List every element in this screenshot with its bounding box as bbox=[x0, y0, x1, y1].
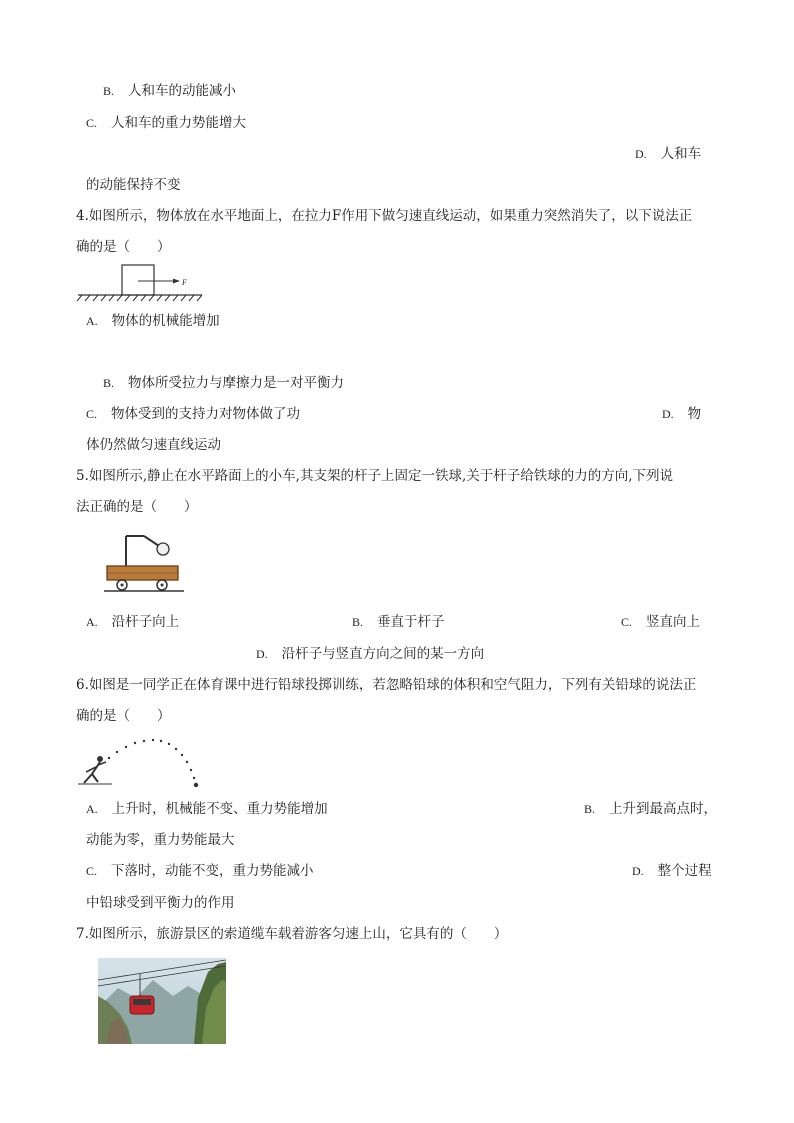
q3-option-b bbox=[103, 82, 236, 100]
shot-put-figure bbox=[76, 734, 206, 790]
option-label: B. bbox=[584, 802, 596, 816]
force-label: F bbox=[182, 278, 187, 287]
option-label: C. bbox=[621, 615, 633, 629]
option-text: 上升到最高点时， bbox=[609, 801, 718, 817]
q5-option-d bbox=[256, 645, 484, 663]
option-text: 整个过程 bbox=[657, 863, 712, 879]
q6-option-d bbox=[632, 862, 712, 880]
q5-stem-line2: 法正确的是（ ） bbox=[76, 499, 198, 515]
q4-option-d-continued: 体仍然做匀速直线运动 bbox=[86, 437, 221, 453]
option-text: 沿杆子向上 bbox=[111, 614, 180, 630]
option-label: B. bbox=[103, 376, 115, 390]
option-label: C. bbox=[86, 864, 98, 878]
option-text: 垂直于杆子 bbox=[377, 614, 445, 630]
q4-option-a bbox=[86, 312, 220, 330]
option-text: 上升时，机械能不变、重力势能增加 bbox=[111, 801, 328, 817]
cable-car-photo bbox=[98, 958, 226, 1044]
cart-with-iron-ball-figure bbox=[104, 530, 184, 594]
option-label: A. bbox=[86, 615, 98, 629]
option-text: 物体的机械能增加 bbox=[111, 313, 220, 329]
q4-option-b bbox=[103, 374, 344, 392]
option-label: A. bbox=[86, 314, 98, 328]
q3-option-d bbox=[635, 145, 701, 163]
q6-option-b-continued: 动能为零，重力势能最大 bbox=[86, 832, 235, 848]
q4-option-d bbox=[662, 405, 701, 423]
option-text: 沿杆子与竖直方向之间的某一方向 bbox=[281, 646, 485, 662]
option-text: 竖直向上 bbox=[646, 614, 701, 630]
q6-option-a bbox=[86, 800, 328, 818]
option-text: 人和车的动能减小 bbox=[128, 83, 237, 99]
option-text: 物体所受拉力与摩擦力是一对平衡力 bbox=[128, 375, 345, 391]
q5-option-a bbox=[86, 613, 179, 631]
q6-stem-line1: 6.如图是一同学正在体育课中进行铅球投掷训练，若忽略铅球的体积和空气阻力，下列有关铅球的说法正 bbox=[76, 677, 697, 693]
q6-option-c bbox=[86, 862, 314, 880]
option-label: D. bbox=[256, 647, 268, 661]
option-label: C. bbox=[86, 407, 98, 421]
option-label: B. bbox=[352, 615, 364, 629]
q3-option-c bbox=[86, 114, 246, 132]
q3-option-d-continued: 的动能保持不变 bbox=[86, 177, 181, 193]
option-text: 下落时，动能不变，重力势能减小 bbox=[111, 863, 314, 879]
q4-stem-line1: 4.如图所示，物体放在水平地面上，在拉力F作用下做匀速直线运动，如果重力突然消失了，以下说法正 bbox=[76, 208, 693, 224]
option-label: B. bbox=[103, 84, 115, 98]
q5-option-c bbox=[621, 613, 700, 631]
option-text: 物体受到的支持力对物体做了功 bbox=[111, 406, 301, 422]
option-label: A. bbox=[86, 802, 98, 816]
q5-stem-line1: 5.如图所示,静止在水平路面上的小车,其支架的杆子上固定一铁球,关于杆子给铁球的力的方向,下列说 bbox=[76, 468, 674, 484]
q6-option-b bbox=[584, 800, 717, 818]
option-label: D. bbox=[635, 147, 647, 161]
option-text: 物 bbox=[687, 406, 702, 422]
option-label: C. bbox=[86, 116, 98, 130]
option-label: D. bbox=[662, 407, 674, 421]
q6-option-d-continued: 中铅球受到平衡力的作用 bbox=[86, 895, 235, 911]
q6-stem-line2: 确的是（ ） bbox=[76, 708, 171, 724]
q7-stem-line1: 7.如图所示，旅游景区的索道缆车载着游客匀速上山，它具有的（ ） bbox=[76, 926, 508, 942]
q4-option-c bbox=[86, 405, 300, 423]
q5-option-b bbox=[352, 613, 445, 631]
option-text: 人和车的重力势能增大 bbox=[111, 115, 247, 131]
block-on-ground-figure bbox=[76, 262, 206, 302]
option-text: 人和车 bbox=[660, 146, 702, 162]
option-label: D. bbox=[632, 864, 644, 878]
q4-stem-line2: 确的是（ ） bbox=[76, 239, 171, 255]
